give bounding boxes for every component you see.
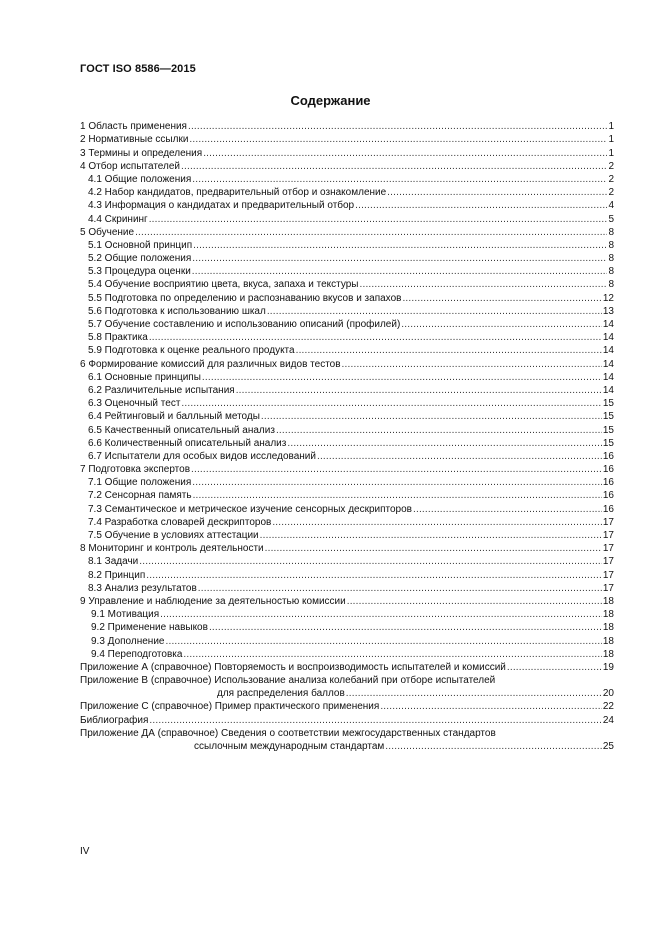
toc-entry-title: 8.1 Задачи [88, 556, 139, 568]
toc-entry[interactable] [80, 397, 614, 410]
document-header: ГОСТ ISO 8586—2015 [80, 63, 196, 75]
toc-entry-title: 4.1 Общие положения [88, 173, 192, 185]
toc-entry-page: 14 [602, 384, 614, 396]
toc-entry-title: Приложение В (справочное) Использование анализа колебаний при отборе испытателей [80, 675, 496, 687]
toc-entry-page: 15 [602, 437, 614, 449]
toc-entry-title: Библиография [80, 714, 149, 726]
toc-entry[interactable] [80, 226, 614, 239]
toc-entry-page: 20 [602, 688, 614, 700]
toc-entry-page: 8 [608, 226, 614, 238]
page-number: IV [80, 846, 90, 857]
toc-entry[interactable] [80, 305, 614, 318]
toc-leader-dots [191, 464, 602, 476]
toc-entry[interactable] [80, 450, 614, 463]
toc-leader-dots [385, 741, 602, 753]
toc-entry-page: 4 [608, 200, 614, 212]
toc-entry-page: 19 [602, 661, 614, 673]
toc-leader-dots [135, 227, 607, 239]
toc-leader-dots [276, 425, 602, 437]
toc-entry[interactable] [80, 582, 614, 595]
toc-entry-title: 9.2 Применение навыков [91, 622, 208, 634]
toc-entry-page: 14 [602, 332, 614, 344]
toc-entry[interactable] [80, 595, 614, 608]
toc-entry-page: 18 [602, 622, 614, 634]
toc-entry-title: Приложение ДА (справочное) Сведения о соответствии межгосударственных стандартов [80, 727, 496, 739]
toc-entry-page: 13 [602, 305, 614, 317]
toc-entry[interactable] [80, 199, 614, 212]
toc-entry-page: 16 [602, 503, 614, 515]
toc-entry[interactable] [80, 740, 614, 753]
toc-leader-dots [402, 293, 601, 305]
toc-entry-title: 5.4 Обучение восприятию цвета, вкуса, запаха и текстуры [88, 279, 359, 291]
toc-entry-page: 8 [608, 239, 614, 251]
toc-entry-page: 15 [602, 411, 614, 423]
toc-entry[interactable] [80, 621, 614, 634]
toc-entry-page: 1 [608, 147, 614, 159]
toc-entry-title: Приложение А (справочное) Повторяемость и воспроизводимость испытателей и комиссий [80, 661, 506, 673]
toc-entry-title: 5.8 Практика [88, 332, 148, 344]
toc-leader-dots [347, 596, 602, 608]
toc-leader-dots [401, 319, 602, 331]
toc-entry-title: 5.5 Подготовка по определению и распознаванию вкусов и запахов [88, 292, 402, 304]
toc-leader-dots [188, 121, 607, 133]
toc-entry-page: 22 [602, 701, 614, 713]
toc-leader-dots [160, 609, 602, 621]
toc-entry-title: 9.3 Дополнение [91, 635, 165, 647]
toc-entry-title: 7.4 Разработка словарей дескрипторов [88, 516, 272, 528]
toc-entry-title: 6.1 Основные принципы [88, 371, 201, 383]
toc-leader-dots [181, 398, 601, 410]
toc-entry-page: 17 [602, 516, 614, 528]
toc-entry-page: 16 [602, 450, 614, 462]
toc-leader-dots [146, 570, 602, 582]
toc-entry-title: 7.3 Семантическое и метрическое изучение сенсорных дескрипторов [88, 503, 412, 515]
toc-entry[interactable] [80, 423, 614, 436]
toc-entry-title: ссылочным международным стандартам [194, 741, 385, 752]
toc-entry[interactable] [80, 120, 614, 133]
toc-entry[interactable] [80, 410, 614, 423]
toc-leader-dots [192, 253, 607, 265]
toc-entry-page: 1 [608, 121, 614, 133]
toc-entry-title: 4.4 Скрининг [88, 213, 148, 225]
toc-entry-page: 25 [602, 741, 614, 752]
toc-leader-dots [267, 306, 602, 318]
toc-entry[interactable] [80, 542, 614, 555]
toc-leader-dots [193, 490, 602, 502]
toc-leader-dots [189, 134, 607, 146]
toc-entry[interactable] [80, 674, 614, 687]
toc-leader-dots [342, 359, 602, 371]
toc-entry[interactable] [80, 186, 614, 199]
toc-entry[interactable] [80, 568, 614, 581]
page-title: Содержание [290, 93, 371, 108]
toc-leader-dots [317, 451, 602, 463]
toc-leader-dots [193, 240, 607, 252]
toc-leader-dots [507, 662, 602, 674]
toc-entry-page: 17 [602, 543, 614, 555]
toc-entry-title: 5.7 Обучение составлению и использованию описаний (профилей) [88, 319, 401, 330]
toc-entry[interactable] [80, 173, 614, 186]
toc-leader-dots [261, 411, 602, 423]
toc-leader-dots [198, 583, 602, 595]
toc-entry-title: 4 Отбор испытателей [80, 160, 181, 172]
toc-entry-title: 8.2 Принцип [88, 569, 146, 581]
toc-leader-dots [183, 649, 601, 661]
toc-entry[interactable] [80, 555, 614, 568]
toc-entry-page: 16 [602, 464, 614, 476]
toc-entry-page: 2 [608, 160, 614, 172]
toc-entry[interactable] [80, 437, 614, 450]
toc-entry[interactable] [80, 291, 614, 304]
toc-entry[interactable] [80, 489, 614, 502]
toc-entry-page: 8 [608, 253, 614, 265]
toc-entry-page: 17 [602, 530, 614, 541]
toc-entry-page: 17 [602, 556, 614, 568]
toc-entry-page: 8 [608, 279, 614, 291]
toc-leader-dots [355, 200, 607, 212]
toc-entry-title: 4.3 Информация о кандидатах и предварительный отбор [88, 200, 355, 212]
toc-entry[interactable] [80, 371, 614, 384]
toc-entry-title: 6.3 Оценочный тест [88, 398, 181, 410]
toc-entry-page: 15 [602, 398, 614, 410]
toc-entry-page: 8 [608, 266, 614, 278]
toc-entry[interactable] [80, 687, 614, 700]
toc-leader-dots [387, 187, 607, 199]
toc-leader-dots [181, 161, 607, 173]
toc-entry-page: 18 [602, 635, 614, 647]
toc-entry[interactable] [80, 331, 614, 344]
toc-leader-dots [139, 556, 602, 568]
toc-leader-dots [260, 530, 602, 542]
toc-leader-dots [192, 174, 607, 186]
toc-leader-dots [192, 477, 602, 489]
toc-leader-dots [202, 372, 602, 384]
toc-entry-title: 5.3 Процедура оценки [88, 266, 191, 278]
toc-entry-title: 3 Термины и определения [80, 147, 203, 159]
toc-entry[interactable] [80, 160, 614, 173]
toc-leader-dots [203, 148, 607, 160]
toc-entry-title: 9.4 Переподготовка [91, 648, 183, 660]
toc-leader-dots [149, 332, 602, 344]
toc-entry-title: 6.5 Качественный описательный анализ [88, 424, 275, 436]
toc-entry-title: 5 Обучение [80, 226, 135, 238]
toc-entry[interactable] [80, 463, 614, 476]
toc-entry-page: 14 [602, 358, 614, 370]
toc-leader-dots [192, 266, 608, 278]
toc-entry-page: 14 [602, 345, 614, 357]
toc-entry[interactable] [80, 648, 614, 661]
toc-entry[interactable] [80, 357, 614, 370]
toc-entry-page: 18 [602, 609, 614, 621]
toc-entry-page: 5 [608, 213, 614, 225]
toc-entry-title: 8 Мониторинг и контроль деятельности [80, 543, 264, 555]
toc-leader-dots [346, 688, 602, 700]
toc-leader-dots [236, 385, 602, 397]
toc-entry[interactable] [80, 384, 614, 397]
toc-entry-page: 1 [608, 134, 614, 146]
toc-entry[interactable] [80, 727, 614, 740]
toc-entry[interactable] [80, 713, 614, 726]
toc-entry-page: 16 [602, 490, 614, 502]
toc-entry-title: 5.1 Основной принцип [88, 239, 193, 251]
toc-entry[interactable] [80, 133, 614, 146]
toc-entry-title: 6.4 Рейтинговый и балльный методы [88, 411, 260, 423]
toc-leader-dots [149, 715, 601, 727]
toc-entry[interactable] [80, 265, 614, 278]
toc-entry[interactable] [80, 608, 614, 621]
toc-leader-dots [380, 701, 602, 713]
toc-entry-title: 7.1 Общие положения [88, 477, 192, 489]
toc-entry-title: 4.2 Набор кандидатов, предварительный отбор и ознакомление [88, 187, 387, 199]
toc-leader-dots [359, 279, 607, 291]
toc-entry-title: 7.2 Сенсорная память [88, 490, 192, 502]
toc-entry-page: 24 [602, 714, 614, 726]
toc-entry-title: 6.6 Количественный описательный анализ [88, 437, 287, 449]
toc-entry[interactable] [80, 516, 614, 529]
toc-entry[interactable] [80, 661, 614, 674]
toc-entry-title: для распределения баллов [217, 688, 345, 700]
toc-leader-dots [149, 214, 608, 226]
toc-entry-title: 7 Подготовка экспертов [80, 464, 190, 476]
toc-entry-page: 14 [602, 319, 614, 330]
toc-entry-page: 2 [608, 173, 614, 185]
toc-entry-title: 7.5 Обучение в условиях аттестации [88, 530, 259, 541]
toc-entry-title: 8.3 Анализ результатов [88, 582, 197, 594]
toc-entry-page: 18 [602, 595, 614, 607]
toc-leader-dots [296, 345, 602, 357]
toc-entry[interactable] [80, 278, 614, 291]
table-of-contents [80, 120, 614, 753]
toc-entry-page: 18 [602, 648, 614, 660]
toc-entry[interactable] [80, 529, 614, 542]
toc-entry-page: 16 [602, 477, 614, 489]
toc-entry[interactable] [80, 700, 614, 713]
toc-entry[interactable] [80, 239, 614, 252]
toc-leader-dots [272, 517, 602, 529]
toc-entry-title: 9 Управление и наблюдение за деятельностью комиссии [80, 595, 346, 607]
toc-entry[interactable] [80, 344, 614, 357]
toc-entry[interactable] [80, 146, 614, 159]
toc-entry-title: 5.6 Подготовка к использованию шкал [88, 305, 266, 317]
toc-entry-page: 15 [602, 424, 614, 436]
toc-entry-title: 5.2 Общие положения [88, 253, 192, 265]
toc-entry-title: 6.2 Различительные испытания [88, 384, 235, 396]
toc-entry[interactable] [80, 634, 614, 647]
toc-entry-title: 2 Нормативные ссылки [80, 134, 189, 146]
toc-leader-dots [165, 636, 601, 648]
toc-entry-page: 17 [602, 569, 614, 581]
toc-entry[interactable] [80, 502, 614, 515]
toc-entry[interactable] [80, 476, 614, 489]
toc-leader-dots [413, 504, 602, 516]
toc-entry-title: 9.1 Мотивация [91, 609, 160, 621]
toc-entry-page: 14 [602, 371, 614, 383]
toc-leader-dots [209, 622, 602, 634]
toc-entry[interactable] [80, 252, 614, 265]
toc-entry-page: 2 [608, 187, 614, 199]
toc-entry-title: 6 Формирование комиссий для различных видов тестов [80, 358, 341, 370]
toc-entry-title: 1 Область применения [80, 121, 187, 133]
toc-entry[interactable] [80, 318, 614, 331]
toc-leader-dots [287, 438, 602, 450]
toc-entry-title: Приложение С (справочное) Пример практического применения [80, 701, 380, 713]
toc-entry-title: 5.9 Подготовка к оценке реального продукта [88, 345, 295, 357]
toc-entry-page: 17 [602, 582, 614, 594]
toc-entry-title: 6.7 Испытатели для особых видов исследований [88, 450, 316, 462]
toc-entry[interactable] [80, 212, 614, 225]
toc-leader-dots [265, 543, 602, 555]
toc-entry-page: 12 [602, 292, 614, 304]
